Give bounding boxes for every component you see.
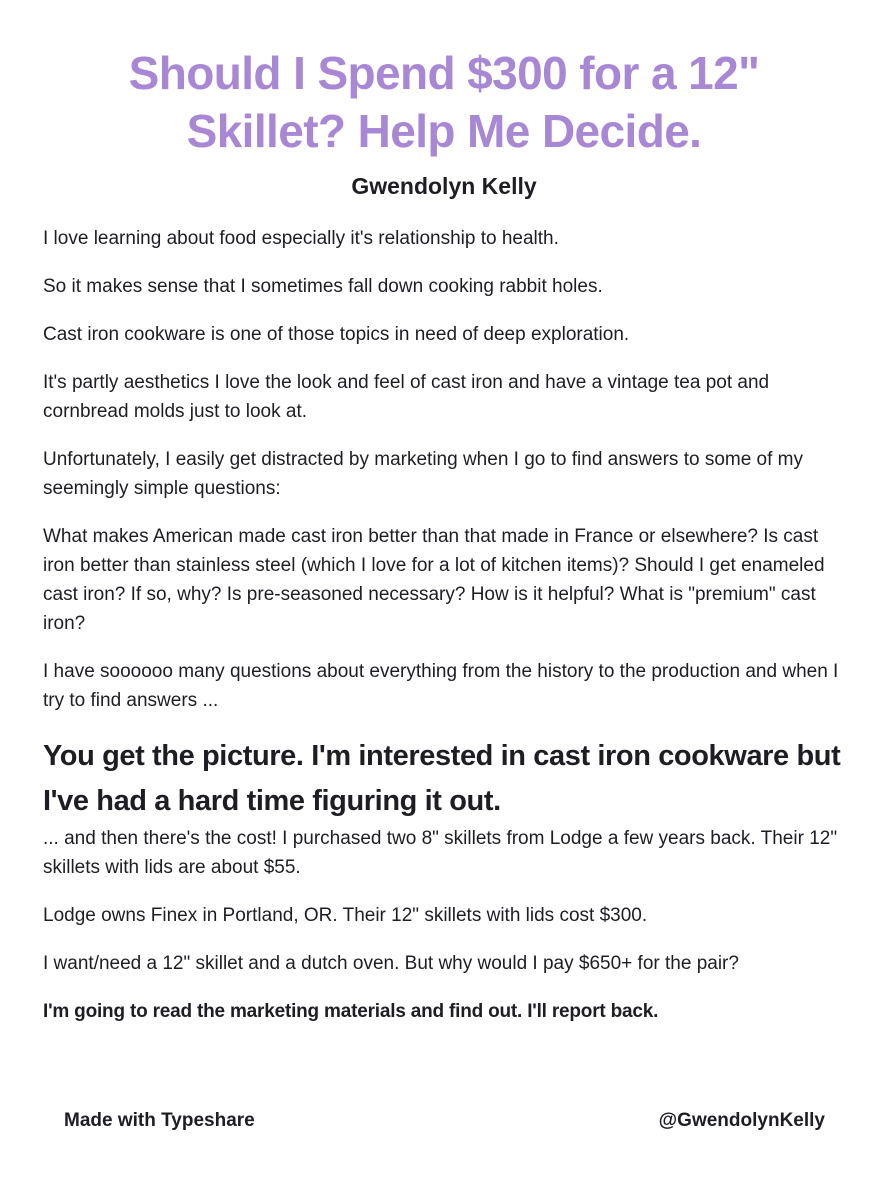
paragraph: It's partly aesthetics I love the look and feel of cast iron and have a vintage tea pot and cornbread molds just to look at. — [43, 372, 770, 422]
paragraph: Unfortunately, I easily get distracted by marketing when I go to find answers to some of my seemingly simple questions: — [43, 449, 804, 499]
paragraph: So it makes sense that I sometimes fall down cooking rabbit holes. — [43, 276, 603, 297]
made-with-typeshare: Made with Typeshare — [64, 1110, 255, 1131]
paragraph: Cast iron cookware is one of those topics in need of deep exploration. — [43, 324, 630, 345]
article-body — [43, 224, 848, 1045]
author-handle: @GwendolynKelly — [658, 1110, 825, 1131]
author-name: Gwendolyn Kelly — [351, 173, 537, 199]
paragraph: Lodge owns Finex in Portland, OR. Their 12" skillets with lids cost $300. — [43, 905, 648, 926]
paragraph: I have soooooo many questions about everything from the history to the production and when I try to find answers ... — [43, 661, 839, 711]
highlight-heading: You get the picture. I'm interested in cast iron cookware but I've had a hard time figuring it out. — [43, 740, 841, 817]
paragraph: ... and then there's the cost! I purchased two 8" skillets from Lodge a few years back. Their 12" skillets with lids are about $55. — [43, 828, 838, 878]
paragraph: I love learning about food especially it's relationship to health. — [43, 228, 559, 249]
paragraph: I want/need a 12" skillet and a dutch oven. But why would I pay $650+ for the pair? — [43, 953, 739, 974]
article-title: Should I Spend $300 for a 12" Skillet? Help Me Decide. — [128, 47, 760, 157]
paragraph: What makes American made cast iron better than that made in France or elsewhere? Is cast iron better than stainless steel (which I love for a lot of kitchen items)? Should I get enameled cast iron? If so, why? Is pre-seasoned necessary? How is it helpful? What is "premium" cast iron? — [43, 526, 825, 634]
closing-statement: I'm going to read the marketing materials and find out. I'll report back. — [43, 1001, 659, 1022]
